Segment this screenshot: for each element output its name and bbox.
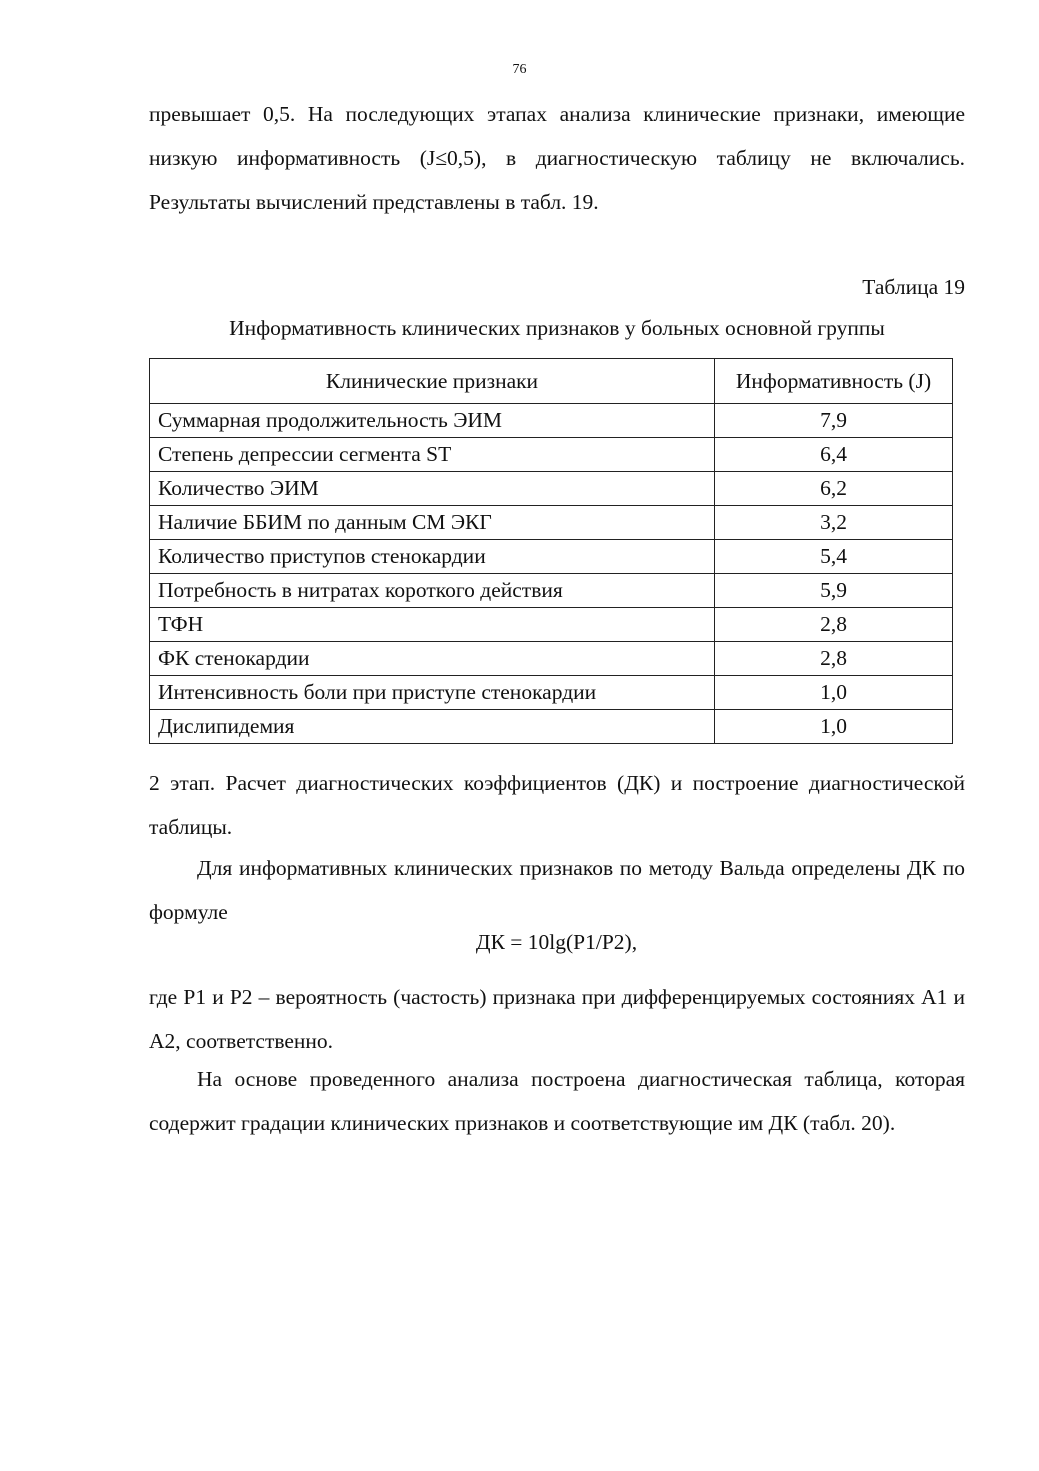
cell-value: 7,9 <box>715 404 953 438</box>
cell-sign: Степень депрессии сегмента ST <box>150 438 715 472</box>
table-row <box>150 438 953 472</box>
cell-sign: Количество ЭИМ <box>150 472 715 506</box>
table-label: Таблица 19 <box>862 275 965 299</box>
cell-sign: Потребность в нитратах короткого действия <box>150 574 715 608</box>
table-row <box>150 472 953 506</box>
cell-sign: Наличие ББИМ по данным СМ ЭКГ <box>150 506 715 540</box>
intro-paragraph <box>149 92 965 224</box>
cell-value: 5,4 <box>715 540 953 574</box>
cell-sign: Дислипидемия <box>150 710 715 744</box>
cell-value: 1,0 <box>715 710 953 744</box>
table-title: Информативность клинических признаков у больных основной группы <box>229 316 885 340</box>
cell-value: 6,4 <box>715 438 953 472</box>
formula: ДК = 10lg(P1/P2), <box>475 930 638 954</box>
table-row <box>150 608 953 642</box>
table-row <box>150 574 953 608</box>
table-row <box>150 404 953 438</box>
column-header-informativeness: Информативность (J) <box>715 359 953 404</box>
cell-value: 2,8 <box>715 608 953 642</box>
table-header-row <box>150 359 953 404</box>
cell-sign: ТФН <box>150 608 715 642</box>
cell-value: 3,2 <box>715 506 953 540</box>
table-row <box>150 710 953 744</box>
conclusion-paragraph: На основе проведенного анализа построена диагностическая таблица, которая содержит градации клинических признаков и соответствующие им ДК (табл. 20). <box>149 1067 965 1135</box>
cell-value: 5,9 <box>715 574 953 608</box>
cell-value: 6,2 <box>715 472 953 506</box>
cell-value: 2,8 <box>715 642 953 676</box>
table-row <box>150 540 953 574</box>
page-number: 76 <box>512 62 527 77</box>
cell-sign: Интенсивность боли при приступе стенокардии <box>150 676 715 710</box>
stage2-heading: 2 этап. Расчет диагностических коэффициентов (ДК) и построение диагностической таблицы. <box>149 771 965 839</box>
table-row <box>150 506 953 540</box>
cell-sign: Количество приступов стенокардии <box>150 540 715 574</box>
table-row <box>150 642 953 676</box>
informativeness-table <box>149 358 953 744</box>
where-paragraph: где P1 и P2 – вероятность (частость) признака при дифференцируемых состояниях A1 и A2, соответственно. <box>149 985 965 1053</box>
wald-paragraph: Для информативных клинических признаков по методу Вальда определены ДК по формуле <box>149 856 965 924</box>
cell-sign: Суммарная продолжительность ЭИМ <box>150 404 715 438</box>
cell-sign: ФК стенокардии <box>150 642 715 676</box>
table-row <box>150 676 953 710</box>
intro-line: превышает 0,5. На последующих этапах анализа клинические признаки, <box>149 102 865 126</box>
intro-line: имеющие низкую информативность (J≤0,5), в диагностическую таблицу не <box>149 102 966 170</box>
column-header-sign: Клинические признаки <box>150 359 715 404</box>
intro-line: включались. Результаты вычислений представлены в табл. 19. <box>149 146 966 214</box>
cell-value: 1,0 <box>715 676 953 710</box>
